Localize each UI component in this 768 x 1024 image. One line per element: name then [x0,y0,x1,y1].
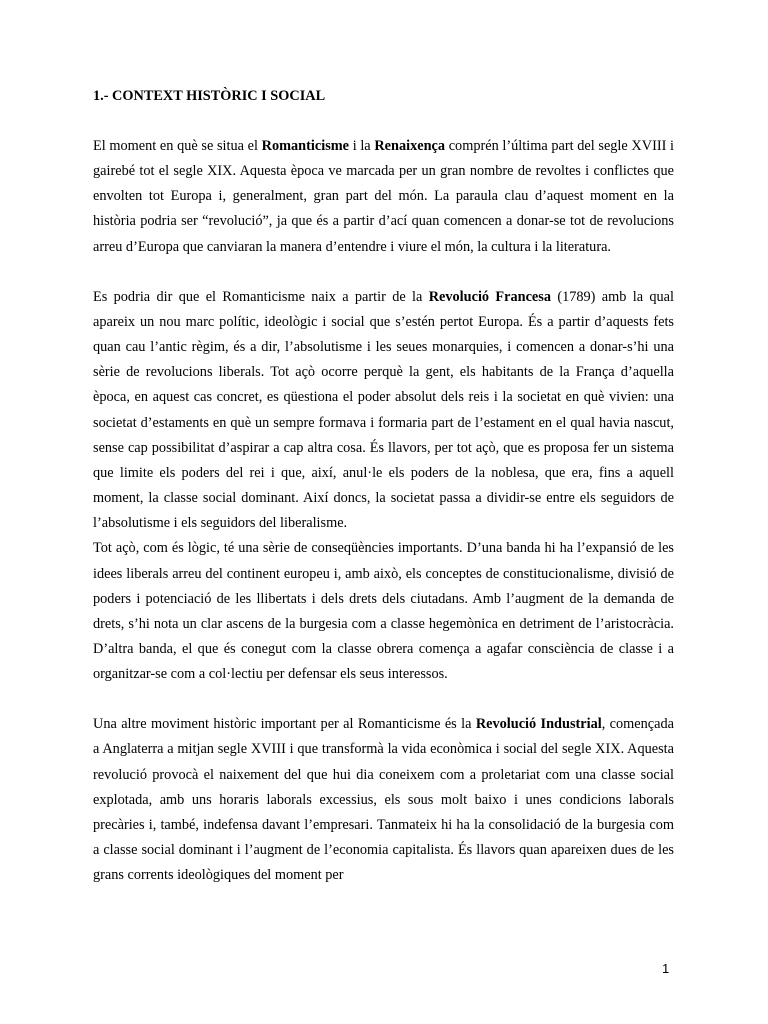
paragraph-2 [93,285,674,537]
term-renaixenca: Renaixença [374,138,446,154]
paragraph-2-text-2: (1789) amb la qual apareix un nou marc polític, ideològic i social que s’estén pertot Europa. És a partir d’aquests fets quan cau l’antic règim, és a dir, l’absolutisme i les seues monarquies, i comencen a donar-s’hi una sèrie de revolucions liberals. Tot açò ocorre perquè la gent, els habitants de la França d’aquella època, en aquest cas concret, es qüestiona el poder absolut dels reis i la societat en què vivien: una societat d’estaments en què un sempre formava i formaria part de l’estament en el qual havia nascut, sense cap possibilitat d’aspirar a cap altra cosa. És llavors, per tot açò, que es proposa fer un sistema que limite els poders del rei i que, així, anul·le els poders de la noblesa, que era, fins a aquell moment, la classe social dominant. Així doncs, la societat passa a dividir-se entre els seguidors de l’absolutisme i els seguidors del liberalisme. [93,288,674,532]
paragraph-4-text-2: , començada a Anglaterra a mitjan segle XVIII i que transformà la vida econòmica i social del segle XIX. Aquesta revolució provocà el naixement del que hui dia coneixem com a proletariat com una classe social explotada, amb uns horaris laborals excessius, els sous molt baixo i unes condicions laborals precàries i, també, indefensa davant l’empresari. Tanmateix hi ha la consolidació de la burgesia com a classe social dominant i l’augment de l’economia capitalista. És llavors quan apareixen dues de les grans corrents ideològiques del moment per [93,716,674,884]
term-romanticisme: Romanticisme [261,138,350,154]
page-number: 1 [662,961,670,976]
term-revolucio-industrial: Revolució Industrial [475,716,602,733]
paragraph-3: Tot açò, com és lògic, té una sèrie de conseqüències importants. D’una banda hi ha l’expansió de les idees liberals arreu del continent europeu i, amb això, els conceptes de constitucionalisme, divisió de poders i potenciació de les llibertats i dels drets dels ciutadans. Amb l’augment de la demanda de drets, s’hi nota un clar ascens de la burgesia com a classe hegemònica en detriment de l’aristocràcia. D’altra banda, el que és conegut com la classe obrera comença a agafar consciència de classe i a organitzar-se com a col·lectiu per defensar els seus interessos. [93,540,674,683]
term-revolucio-francesa: Revolució Francesa [428,288,551,305]
paragraph-1-text-1: El moment en què se situa el [93,138,262,154]
paragraph-1-text-2: i la [349,138,375,154]
document-page [93,84,674,888]
paragraph-4 [93,712,674,888]
paragraph-1-text-3: comprén l’última part del segle XVIII i gairebé tot el segle XIX. Aquesta època ve marcada per un gran nombre de revoltes i conflictes que envolten tot Europa i, generalment, gran part del món. La paraula clau d’aquest moment en la història podria ser “revolució”, ja que és a partir d’ací quan comencen a donar-se tot de revolucions arreu d’Europa que canviaran la manera d’entendre i viure el món, la cultura i la literatura. [93,138,675,255]
paragraph-2-text-1: Es podria dir que el Romanticisme naix a partir de la [93,288,429,305]
paragraph-1 [93,134,674,260]
paragraph-4-text-1: Una altre moviment històric important per al Romanticisme és la [93,716,476,733]
section-heading: 1.- CONTEXT HISTÒRIC I SOCIAL [93,88,326,104]
